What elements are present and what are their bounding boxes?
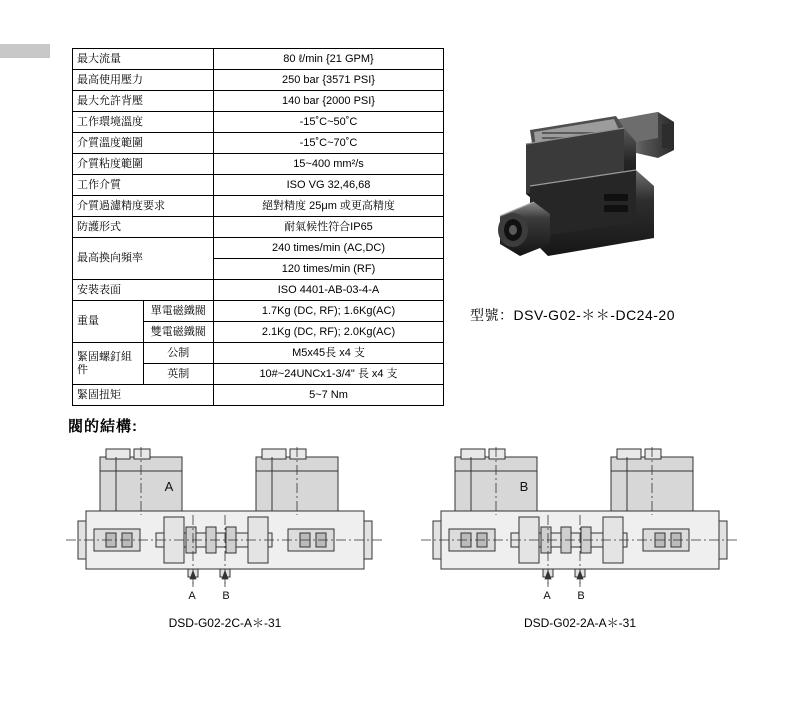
spec-value-weight-single: 1.7Kg (DC, RF); 1.6Kg(AC) (214, 301, 444, 322)
table-row-mounting-surface (73, 280, 444, 301)
port-label-b-right: B (577, 590, 585, 602)
spec-label: 最大流量 (73, 49, 214, 70)
spec-value: -15˚C~50˚C (214, 112, 444, 133)
spec-value-torque: 5~7 Nm (214, 385, 444, 406)
spec-value: 15~400 mm²/s (214, 154, 444, 175)
spec-label-switch-frequency: 最高換向頻率 (73, 238, 214, 280)
spec-sublabel-metric: 公制 (143, 343, 214, 364)
spec-sublabel-single-solenoid: 單電磁鐵閥 (143, 301, 214, 322)
spec-label: 最大允許背壓 (73, 91, 214, 112)
table-row (73, 112, 444, 133)
spec-value: 80 ℓ/min {21 GPM} (214, 49, 444, 70)
table-row (73, 175, 444, 196)
spec-value-switch-frequency-ac-dc: 240 times/min (AC,DC) (214, 238, 444, 259)
spec-label: 防護形式 (73, 217, 214, 238)
diagram-caption-right: DSD-G02-2A-A＊-31 (523, 616, 637, 630)
spec-label: 介質溫度範圍 (73, 133, 214, 154)
diagram-caption-left: DSD-G02-2C-A＊-31 (168, 616, 282, 630)
spec-label: 工作環境溫度 (73, 112, 214, 133)
spec-label: 工作介質 (73, 175, 214, 196)
table-row (73, 154, 444, 175)
spec-value-weight-double: 2.1Kg (DC, RF); 2.0Kg(AC) (214, 322, 444, 343)
spec-label-weight: 重量 (73, 301, 144, 343)
spec-label: 最高使用壓力 (73, 70, 214, 91)
table-row-screw-metric (73, 343, 444, 364)
table-row-switch-frequency-1 (73, 238, 444, 259)
coil-label-left: A (164, 479, 174, 494)
spec-label-torque: 緊固扭矩 (73, 385, 214, 406)
port-label-a-left: A (188, 590, 196, 602)
port-label-a-right: A (543, 590, 551, 602)
table-row (73, 91, 444, 112)
page-corner-tab (0, 44, 50, 58)
spec-label: 介質粘度範圍 (73, 154, 214, 175)
table-row (73, 70, 444, 91)
spec-sublabel-double-solenoid: 雙電磁鐵閥 (143, 322, 214, 343)
table-row (73, 49, 444, 70)
spec-sublabel-imperial: 英制 (143, 364, 214, 385)
table-row (73, 217, 444, 238)
valve-cross-section-right (415, 445, 745, 605)
spec-value: ISO VG 32,46,68 (214, 175, 444, 196)
spec-value: 140 bar {2000 PSI} (214, 91, 444, 112)
table-row (73, 133, 444, 154)
spec-value: 耐氣候性符合IP65 (214, 217, 444, 238)
coil-label-right: B (519, 479, 529, 494)
spec-label-screw-kit: 緊固螺釘組件 (73, 343, 144, 385)
valve-cross-section-left (60, 445, 390, 605)
model-number-caption: 型號：DSV-G02-＊＊-DC24-20 (470, 307, 675, 323)
spec-value: -15˚C~70˚C (214, 133, 444, 154)
product-photo (486, 98, 686, 283)
spec-value: 250 bar {3571 PSI} (214, 70, 444, 91)
spec-value-screw-imperial: 10#~24UNCx1-3/4" 長 x4 支 (214, 364, 444, 385)
specification-table (72, 48, 444, 406)
specification-table-container (72, 48, 444, 406)
spec-label-mounting: 安裝表面 (73, 280, 214, 301)
table-row (73, 196, 444, 217)
spec-value-mounting: ISO 4401-AB-03-4-A (214, 280, 444, 301)
structure-section-title: 閥的結構: (68, 418, 138, 435)
spec-label: 介質過濾精度要求 (73, 196, 214, 217)
table-row-torque (73, 385, 444, 406)
port-label-b-left: B (222, 590, 230, 602)
table-row-weight-single (73, 301, 444, 322)
spec-value: 絕對精度 25μm 或更高精度 (214, 196, 444, 217)
spec-value-screw-metric: M5x45長 x4 支 (214, 343, 444, 364)
spec-value-switch-frequency-rf: 120 times/min (RF) (214, 259, 444, 280)
